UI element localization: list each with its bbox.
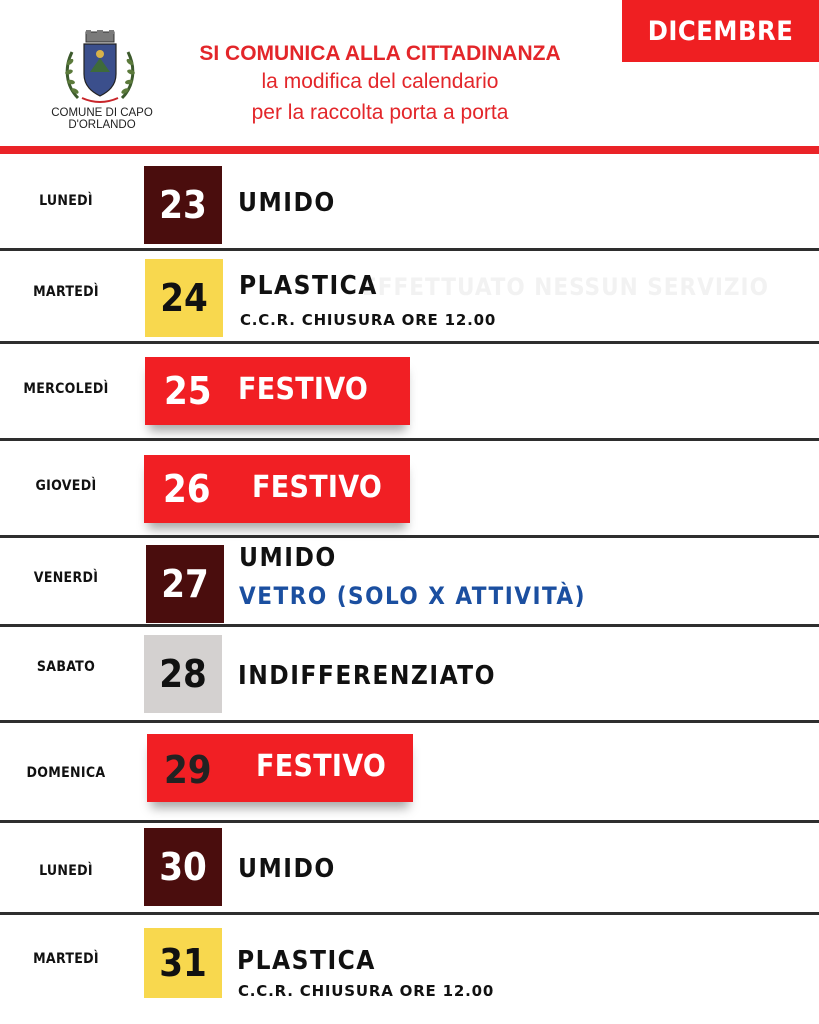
day-number: 31 (144, 928, 222, 998)
comune-name: COMUNE DI CAPO D'ORLANDO (51, 107, 153, 131)
day-number: 28 (144, 635, 222, 713)
holiday-label: FESTIVO (252, 470, 383, 505)
ccr-note: C.C.R. CHIUSURA ORE 12.00 (238, 982, 495, 1000)
day-number: 27 (146, 545, 224, 623)
row-divider (0, 820, 819, 823)
weekday-label: LUNEDÌ (39, 863, 93, 879)
day-number: 25 (164, 369, 212, 413)
day-number: 23 (144, 166, 222, 244)
day-number: 30 (144, 828, 222, 906)
row-divider (0, 535, 819, 538)
row-divider (0, 438, 819, 441)
day-number: 24 (145, 259, 223, 337)
holiday-label: FESTIVO (256, 749, 387, 784)
weekday-label: GIOVEDÌ (35, 478, 97, 494)
weekday-label: VENERDÌ (33, 570, 99, 586)
weekday-label: MARTEDÌ (33, 284, 99, 300)
header-divider (0, 146, 819, 154)
holiday-banner (144, 455, 410, 523)
notice-subtitle-2: per la raccolta porta a porta (251, 101, 509, 124)
collection-type: PLASTICA (239, 271, 378, 301)
weekday-label: SABATO (36, 659, 96, 675)
row-divider (0, 720, 819, 723)
day-number: 26 (163, 467, 211, 511)
row-divider (0, 912, 819, 915)
weekday-label: MERCOLEDÌ (23, 381, 109, 397)
collection-type: UMIDO (238, 854, 336, 884)
day-number: 29 (164, 748, 212, 792)
collection-type: INDIFFERENZIATO (238, 661, 496, 691)
collection-type: UMIDO (238, 188, 336, 218)
municipal-crest-icon (60, 28, 140, 106)
weekday-label: MARTEDÌ (33, 951, 99, 967)
holiday-banner (145, 357, 410, 425)
notice-title: SI COMUNICA ALLA CITTADINANZA (199, 42, 561, 65)
weekday-label: LUNEDÌ (39, 193, 93, 209)
row-divider (0, 248, 819, 251)
collection-type: PLASTICA (237, 946, 376, 976)
row-divider (0, 624, 819, 627)
ccr-note: C.C.R. CHIUSURA ORE 12.00 (240, 311, 497, 329)
faded-note: EFFETTUATO NESSUN SERVIZIO (362, 273, 769, 301)
header (0, 0, 819, 150)
notice-subtitle-1: la modifica del calendario (261, 70, 499, 93)
weekday-label: DOMENICA (26, 765, 106, 781)
collection-type: UMIDO (239, 543, 337, 573)
holiday-banner (147, 734, 413, 802)
row-divider (0, 341, 819, 344)
holiday-label: FESTIVO (238, 372, 369, 407)
collection-type-secondary: VETRO (SOLO X ATTIVITÀ) (239, 582, 586, 610)
month-badge: DICEMBRE (622, 0, 819, 62)
